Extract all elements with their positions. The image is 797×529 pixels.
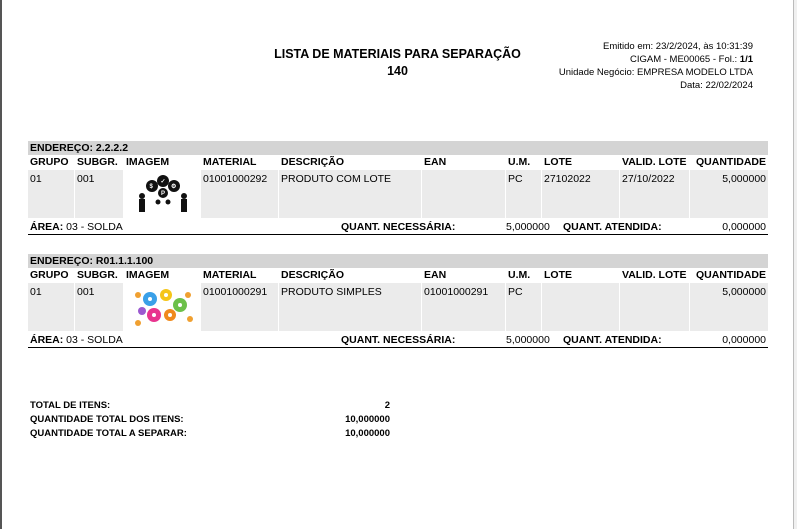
cell-validade: 27/10/2022 [620, 170, 689, 218]
cell-subgr: 001 [75, 283, 123, 331]
col-grupo: GRUPO [30, 156, 69, 168]
cell-quantidade: 5,000000 [690, 283, 768, 331]
cell-ean: 01001000291 [422, 283, 505, 331]
cell-subgr: 001 [75, 170, 123, 218]
cell-ean [422, 170, 505, 218]
col-descricao: DESCRIÇÃO [281, 156, 345, 168]
total-qtd-separar-label: QUANTIDADE TOTAL A SEPARAR: [30, 428, 187, 439]
vertical-scrollbar[interactable] [793, 0, 797, 529]
atendida-value: 0,000000 [722, 334, 766, 346]
atendida-label: QUANT. ATENDIDA: [563, 334, 662, 346]
cell-quantidade: 5,000000 [690, 170, 768, 218]
total-itens-value: 2 [384, 400, 390, 411]
area-value: 03 - SOLDA [66, 334, 123, 346]
necessaria-label: QUANT. NECESSÁRIA: [341, 221, 456, 233]
col-quantidade: QUANTIDADE [696, 156, 766, 168]
svg-text:⚙: ⚙ [171, 184, 177, 190]
necessaria-label: QUANT. NECESSÁRIA: [341, 334, 456, 346]
colorful-gears-icon [130, 285, 196, 329]
cell-um: PC [506, 283, 541, 331]
table-row [28, 283, 768, 331]
report-meta [559, 40, 753, 92]
col-lote: LOTE [544, 269, 572, 281]
col-ean: EAN [424, 269, 447, 281]
cell-lote: 27102022 [542, 170, 619, 218]
col-imagem: IMAGEM [126, 156, 170, 168]
col-grupo: GRUPO [30, 269, 69, 281]
col-subgr: SUBGR. [77, 269, 118, 281]
system-code: CIGAM - ME00065 - Fol.: [629, 54, 738, 65]
emitted-date: Emitido em: 23/2/2024, às 10:31:39 [603, 41, 753, 52]
section-footer [28, 220, 768, 235]
cell-material: 01001000291 [201, 283, 278, 331]
area-value: 03 - SOLDA [66, 221, 123, 233]
address-section-1 [28, 141, 768, 235]
total-qtd-separar-value: 10,000000 [345, 428, 390, 439]
svg-text:✓: ✓ [160, 179, 166, 185]
total-qtd-itens-value: 10,000000 [345, 414, 390, 425]
col-lote: LOTE [544, 156, 572, 168]
col-imagem: IMAGEM [126, 269, 170, 281]
column-headers [28, 268, 768, 283]
people-gears-icon [130, 172, 196, 216]
area-label: ÁREA: [30, 221, 64, 233]
col-material: MATERIAL [203, 269, 257, 281]
area-label: ÁREA: [30, 334, 64, 346]
system-page-line [559, 53, 753, 66]
col-validade: VALID. LOTE [622, 156, 687, 168]
total-itens-row [30, 399, 390, 413]
report-number: 140 [387, 64, 408, 78]
col-validade: VALID. LOTE [622, 269, 687, 281]
cell-um: PC [506, 170, 541, 218]
area-line [30, 333, 123, 347]
section-footer [28, 333, 768, 348]
column-headers [28, 155, 768, 170]
col-material: MATERIAL [203, 156, 257, 168]
col-quantidade: QUANTIDADE [696, 269, 766, 281]
address-header: ENDEREÇO: 2.2.2.2 [28, 141, 768, 155]
svg-text:$: $ [149, 184, 153, 190]
cell-imagem [124, 283, 200, 331]
total-qtd-separar-row [30, 427, 390, 441]
page-left-border [0, 0, 2, 529]
cell-descricao: PRODUTO COM LOTE [279, 170, 421, 218]
business-unit: Unidade Negócio: EMPRESA MODELO LTDA [558, 67, 753, 78]
report-date: Data: 22/02/2024 [680, 80, 753, 91]
report-title-block [260, 46, 535, 80]
atendida-value: 0,000000 [722, 221, 766, 233]
cell-validade [620, 283, 689, 331]
col-um: U.M. [508, 269, 531, 281]
cell-imagem [124, 170, 200, 218]
col-ean: EAN [424, 156, 447, 168]
totals-block [30, 399, 390, 441]
svg-text:P: P [161, 191, 166, 197]
address-header: ENDEREÇO: R01.1.1.100 [28, 254, 768, 268]
necessaria-value: 5,000000 [506, 221, 550, 233]
address-section-2 [28, 254, 768, 348]
area-line [30, 220, 123, 234]
col-descricao: DESCRIÇÃO [281, 269, 345, 281]
table-row [28, 170, 768, 218]
col-subgr: SUBGR. [77, 156, 118, 168]
total-qtd-itens-label: QUANTIDADE TOTAL DOS ITENS: [30, 414, 184, 425]
atendida-label: QUANT. ATENDIDA: [563, 221, 662, 233]
cell-grupo: 01 [28, 283, 74, 331]
cell-lote [542, 283, 619, 331]
cell-descricao: PRODUTO SIMPLES [279, 283, 421, 331]
necessaria-value: 5,000000 [506, 334, 550, 346]
page-number: 1/1 [739, 54, 753, 65]
cell-grupo: 01 [28, 170, 74, 218]
total-itens-label: TOTAL DE ITENS: [30, 400, 111, 411]
cell-material: 01001000292 [201, 170, 278, 218]
report-title: LISTA DE MATERIAIS PARA SEPARAÇÃO [274, 47, 521, 61]
total-qtd-itens-row [30, 413, 390, 427]
col-um: U.M. [508, 156, 531, 168]
